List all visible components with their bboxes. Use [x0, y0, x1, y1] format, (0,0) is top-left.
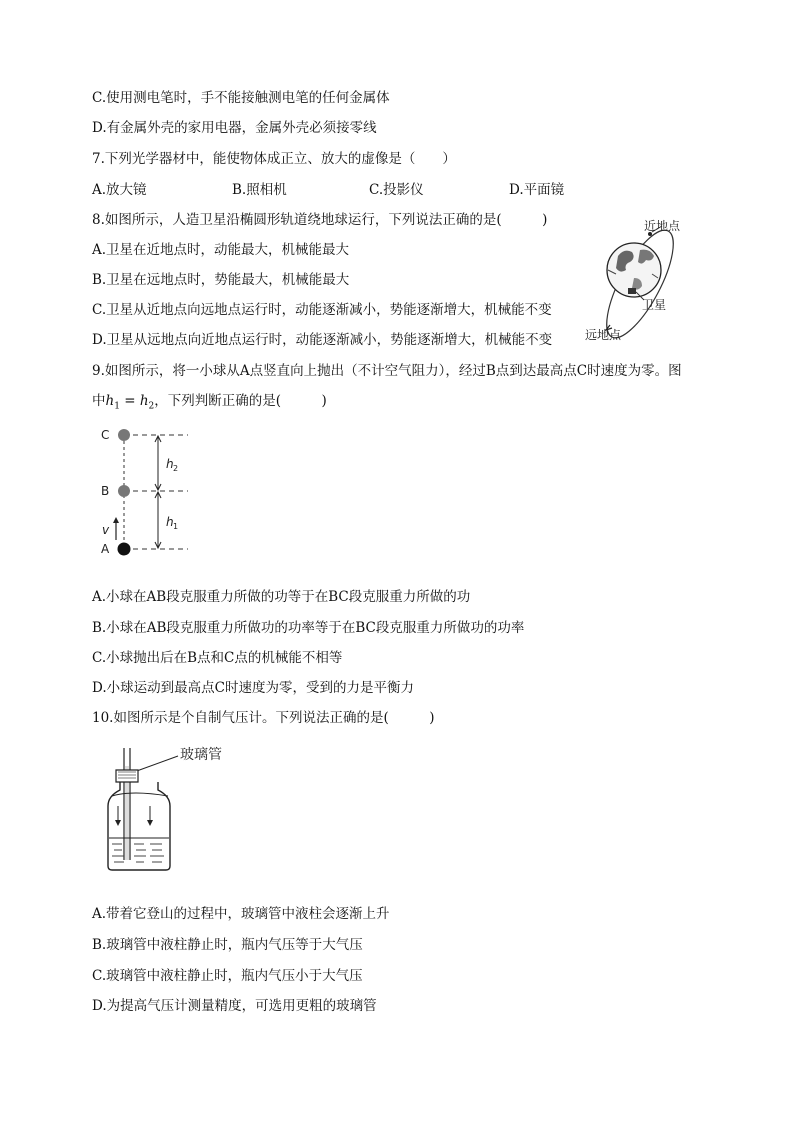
q8-option-b: B.卫星在远地点时，势能最大，机械能最大 — [92, 272, 350, 288]
q10-option-a: A.带着它登山的过程中，玻璃管中液柱会逐渐上升 — [92, 906, 390, 922]
satellite-label: 卫星 — [642, 298, 667, 312]
pressure-arrowhead-right-icon — [147, 820, 153, 826]
q8-option-c: C.卫星从近地点向远地点运行时，动能逐渐减小，势能逐渐增大，机械能不变 — [92, 302, 552, 318]
tube-leader — [134, 756, 178, 772]
tube-label: 玻璃管 — [180, 747, 222, 763]
q7-option-c: C.投影仪 — [369, 182, 424, 198]
q7-stem: 7.下列光学器材中，能使物体成正立、放大的虚像是（ ） — [92, 151, 456, 167]
ball-c — [118, 429, 130, 441]
ball-b — [118, 485, 130, 497]
ball-a — [118, 543, 131, 556]
q9-line2-suffix: ，下列判断正确的是( ) — [154, 393, 327, 409]
pressure-arrowhead-left-icon — [115, 820, 121, 826]
label-h1: h — [166, 515, 174, 529]
label-a: A — [101, 542, 110, 556]
label-b: B — [101, 484, 110, 498]
q10-option-c: C.玻璃管中液柱静止时，瓶内气压小于大气压 — [92, 968, 363, 984]
q10-stem: 10.如图所示是个自制气压计。下列说法正确的是( ) — [92, 710, 435, 726]
formula-h1: h — [105, 393, 115, 409]
ball-throw-figure — [96, 422, 196, 562]
satellite-orbit-figure — [585, 212, 700, 348]
label-c: C — [101, 428, 110, 442]
q9-option-a: A.小球在AB段克服重力所做的功等于在BC段克服重力所做的功 — [92, 589, 471, 605]
label-h2-sub: 2 — [173, 464, 179, 473]
q9-stem-line2 — [92, 391, 327, 417]
q9-option-c: C.小球抛出后在B点和C点的机械能不相等 — [92, 650, 343, 666]
q9-stem-line1: 9.如图所示，将一小球从A点竖直向上抛出（不计空气阻力），经过B点到达最高点C时速度为零。图 — [92, 363, 682, 379]
q8-option-d: D.卫星从远地点向近地点运行时，动能逐渐减小，势能逐渐增大，机械能不变 — [92, 332, 553, 348]
velocity-arrowhead-icon — [113, 517, 119, 523]
label-h1-sub: 1 — [173, 522, 179, 531]
q7-option-d: D.平面镜 — [509, 182, 565, 198]
q9-option-b: B.小球在AB段克服重力所做功的功率等于在BC段克服重力所做功的功率 — [92, 620, 525, 636]
q9-option-d: D.小球运动到最高点C时速度为零，受到的力是平衡力 — [92, 680, 414, 696]
formula-eq: = — [119, 393, 140, 409]
perigee-label: 近地点 — [644, 219, 681, 233]
q10-option-b: B.玻璃管中液柱静止时，瓶内气压等于大气压 — [92, 937, 363, 953]
q7-option-b: B.照相机 — [232, 182, 287, 198]
q6-option-c: C.使用测电笔时，手不能接触测电笔的任何金属体 — [92, 90, 390, 106]
label-h2: h — [166, 457, 174, 471]
formula-sub2: 2 — [148, 401, 155, 412]
formula-h2: h — [139, 393, 149, 409]
satellite-icon — [628, 288, 636, 294]
q10-option-d: D.为提高气压计测量精度，可选用更粗的玻璃管 — [92, 998, 377, 1014]
bottle-shoulder — [112, 793, 168, 796]
q6-option-d: D.有金属外壳的家用电器，金属外壳必须接零线 — [92, 120, 377, 136]
q7-option-a: A.放大镜 — [92, 182, 147, 198]
barometer-figure — [100, 740, 240, 880]
q9-line2-prefix: 中 — [92, 393, 106, 409]
apogee-label: 远地点 — [585, 328, 622, 342]
q8-stem: 8.如图所示，人造卫星沿椭圆形轨道绕地球运行，下列说法正确的是( ) — [92, 212, 548, 228]
water-hatch — [112, 844, 164, 862]
label-v: v — [102, 523, 110, 537]
q8-option-a: A.卫星在近地点时，动能最大，机械能最大 — [92, 242, 350, 258]
formula-sub1: 1 — [114, 401, 120, 412]
